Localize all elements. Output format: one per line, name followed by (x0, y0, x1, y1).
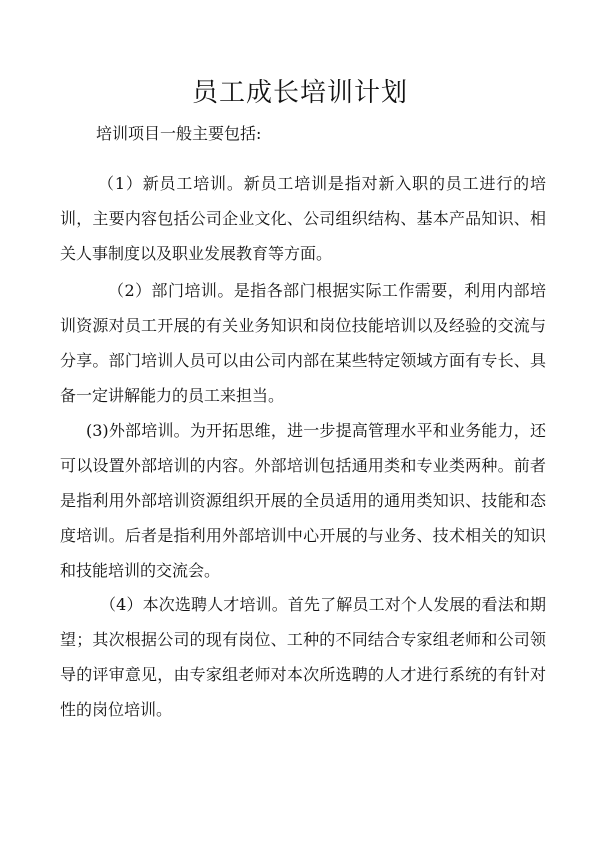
paragraph-external-training: (3)外部培训。为开拓思维，进一步提高管理水平和业务能力，还可以设置外部培训的内容。外部培训包括通用类和专业类两种。前者是指利用外部培训资源组织开展的全员适用的通用类知识、技能和态度培训。后者是指利用外部培训中心开展的与业务、技术相关的知识和技能培训的交流会。 (60, 421, 546, 580)
paragraph-department-training: （2）部门培训。是指各部门根据实际工作需要，利用内部培训资源对员工开展的有关业务知识和岗位技能培训以及经验的交流与分享。部门培训人员可以由公司内部在某些特定领域方面有专长、具备一定讲解能力的员工来担当。 (60, 281, 546, 405)
paragraph-talent-training: （4）本次选聘人才培训。首先了解员工对个人发展的看法和期望；其次根据公司的现有岗位、工种的不同结合专家组老师和公司领导的评审意见，由专家组老师对本次所选聘的人才进行系统的有针对性的岗位培训。 (60, 595, 546, 719)
document-title: 员工成长培训计划 (191, 78, 408, 108)
paragraph-new-employee-training: （1）新员工培训。新员工培训是指对新入职的员工进行的培训，主要内容包括公司企业文化、公司组织结构、基本产品知识、相关人事制度以及职业发展教育等方面。 (60, 174, 546, 263)
intro-line: 培训项目一般主要包括: (96, 124, 262, 143)
